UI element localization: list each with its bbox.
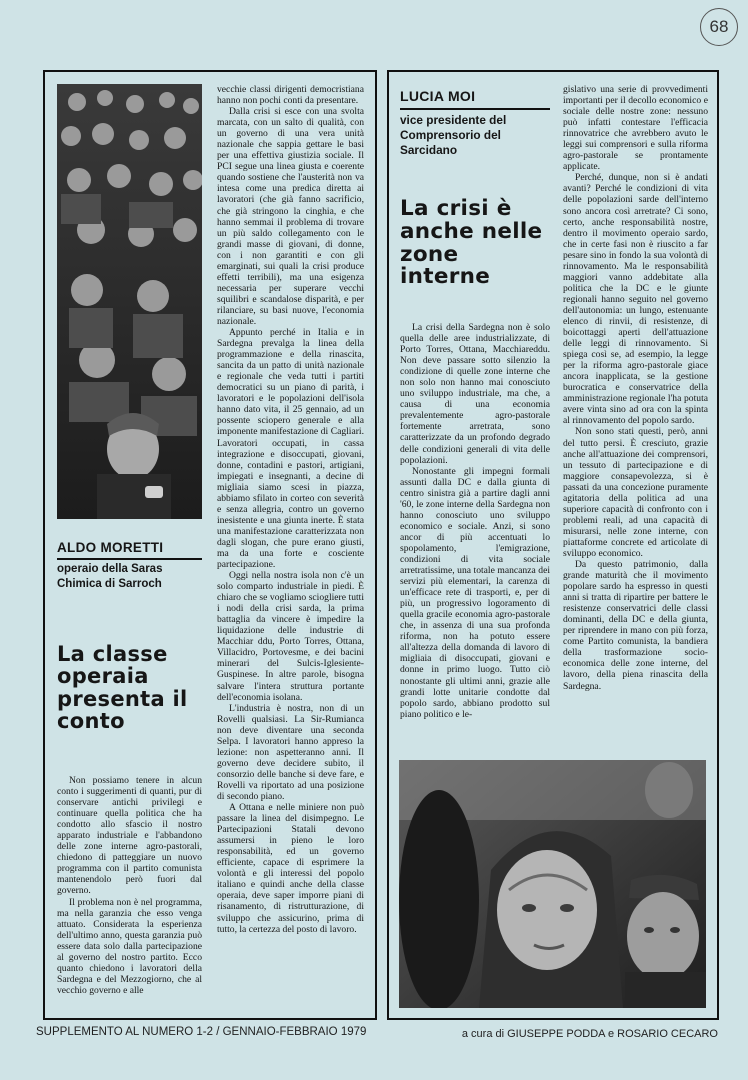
right-article-column-2 xyxy=(563,84,708,754)
left-col1-paragraph: Non possiamo tenere in alcun conto i suggerimenti di quanti, pur di conservare antichi privilegi e continuare quella politica che ha condotto allo sfascio il nostro apparato industriale e l'abbandono delle zone interne agro-pastorali, chiedono di patteggiare un nuovo programma con il partito comunista mantenendolo però fuori dal governo. xyxy=(57,775,202,897)
right-headline: La crisi è anche nelle zone interne xyxy=(400,196,543,290)
right-author-role: vice presidente del Comprensorio del Sarcidano xyxy=(400,113,507,157)
footer-credits: a cura di GIUSEPPE PODDA e ROSARIO CECARO xyxy=(461,1028,718,1040)
left-col2-paragraph: Oggi nella nostra isola non c'è un solo comparto industriale in piedi. È chiaro che se vogliamo sciogliere tutti i nodi della crisi sarda, la prima battaglia da vincere è impedire la liquidazione delle industrie di Macchiar ddu, Porto Torres, Ottana, Villacidro, Portovesme, e dei bacini minerari del Sulcis-Iglesiente-Guspinese. In altre parole, bisogna salvare l'intera struttura portante dell'economia isolana. xyxy=(217,570,364,703)
right-author-name: LUCIA MOI xyxy=(400,88,476,104)
workers-crowd-photo xyxy=(57,84,202,519)
right-col2-paragraph: gislativo una serie di provvedimenti importanti per il decollo economico e sociale delle nostre zone: nessuno può infatti contestare l'efficacia rinnovatrice che avrebbero avuto le leggi sui comprensori e sulla riforma agro-pastorale se prontamente applicate. xyxy=(563,84,708,173)
left-col2-paragraph: A Ottana e nelle miniere non può passare la linea del disimpegno. Le Partecipazioni Statali devono assumersi in pieno le loro responsabilità, ed un governo efficiente, capace di esprimere la volontà e gli interessi del popolo italiano e quindi anche della classe operaia, deve saper imporre piani di risanamento, di ristrutturazione, di sviluppo che assicurino, prima di tutto, la certezza del posto di lavoro. xyxy=(217,802,364,935)
woman-crowd-photo xyxy=(399,760,706,1008)
left-article-column-1 xyxy=(57,775,202,1009)
left-author-rule xyxy=(57,558,202,560)
right-col1-paragraph: La crisi della Sardegna non è solo quella delle aree industrializzate, di Porto Torres, Ottana, Macchiareddu. Non deve passare sotto silenzio la condizione di quelle zone interne che non solo non hanno mai conosciuto uno sviluppo industriale, ma che, a causa di una economia prevalentemente agro-pastorale fortemente arretrata, sono caratterizzate da un profondo degrado delle condizioni generali di vita delle popolazioni. xyxy=(400,322,550,466)
footer-issue-info: SUPPLEMENTO AL NUMERO 1-2 / GENNAIO-FEBBRAIO 1979 xyxy=(36,1026,367,1038)
right-col2-paragraph: Non sono stati questi, però, anni del tutto persi. È cresciuto, grazie anche all'attuazione dei comprensori, un tessuto di partecipazione e di maggiore consapevolezza, si è passati da una concezione puramente agitatoria della politica ad una superiore capacità di confronto con i problemi reali, ad una capacità di misurarsi, nelle zone interne, con piattaforme concrete ed articolate di sviluppo economico. xyxy=(563,426,708,559)
right-col2-paragraph: Da questo patrimonio, dalla grande maturità che il movimento popolare sardo ha espresso in questi anni si tratta di ripartire per battere le resistenze conservatrici delle classi dominanti, della DC e della giunta, per riprendere in mano con più forza, come Partito comunista, la bandiera della trasformazione socio-economica delle zone interne, del lavoro, della piena rinascita della Sardegna. xyxy=(563,559,708,692)
right-col2-paragraph: Perché, dunque, non si è andati avanti? Perché le condizioni di vita delle popolazioni sarde dell'interno sono ancora così arretrate? Ci sono, certo, anche responsabilità nostre, dentro il movimento operaio sardo, che in certe fasi non è riuscito a far pesare sino in fondo la sua volontà di rinnovamento. Ma le responsabilità maggiori vanno addebitate alla politica che la DC e le giunte regionali hanno seguito nel governo dell'autonomia: un lungo, estenuante elenco di rinvii, di resistenze, di boicottaggi aperti dell'attuazione delle leggi di rinnovamento. Si spiega così se, ad esempio, la legge per la riforma agro-pastorale giace ancora inapplicata, se la gestione burocratica e conservatrice della amministrazione regionale l'ha potuta avere vinta sino ad ora con la spinta al rinnovamento del popolo sardo. xyxy=(563,172,708,427)
left-author-name: ALDO MORETTI xyxy=(57,540,164,555)
left-col1-paragraph: Il problema non è nel programma, ma nella garanzia che esso venga attuato. Considerata la esperienza dell'ultimo anno, questa garanzia può essere data solo dalla partecipazione al governo del nostro partito. Ecco quanto chiedono i lavoratori della Sardegna e del Mezzogiorno, che al vecchio governo e alle xyxy=(57,896,202,996)
left-col2-paragraph: L'industria è nostra, non di un Rovelli qualsiasi. La Sir-Rumianca non deve diventare una seconda Selpa. I lavoratori hanno appreso la lezione: non aspetteranno anni. Il governo deve decidere subito, il consorzio delle banche si deve fare, e Rovelli va riportato ad una posizione di secondo piano. xyxy=(217,702,364,802)
left-col2-paragraph: Dalla crisi si esce con una svolta marcata, con un salto di qualità, con un governo di una vera unità nazionale che sappia gettare le basi per una effettiva giustizia sociale. Il PCI segue una linea giusta e coerente quando sostiene che l'austerità non va intesa come una predica diretta ai lavoratori (che già fanno sacrificio, che già stringono la cinghia, e che hanno semmai il problema di trovare un più saldo collegamento con le grandi masse di giovani, di donne, con i non garantiti e con gli emarginati, sui quali la crisi produce effetti terribili), ma una esigenza necessaria per superare vecchi squilibri e scandalose disparità, e per rilanciare, su basi nuove, l'economia nazionale. xyxy=(217,106,364,327)
right-col1-paragraph: Nonostante gli impegni formali assunti dalla DC e dalla giunta di centro sinistra già a partire dagli anni '60, le zone interne della Sardegna non hanno conosciuto uno sviluppo economico e sociale. Anzi, si sono ancor di più accentuati lo spopolamento, l'emigrazione, condizioni di vita sociale arretratissime, una totale mancanza dei servizi più elementari, la carenza di un'efficace rete di trasporti, e, per di più, un progressivo logoramento di quella gracile economia agro-pastorale che, in assenza di una sua profonda riforma, non ha potuto essere all'altezza della domanda di lavoro di migliaia di disoccupati, giovani e donne in primo luogo. Tutto ciò nonostante gli ultimi anni, grazie alle grandi lotte unitarie condotte dal popolo sardo, abbiano prodotto sul piano politico e le- xyxy=(400,465,550,720)
page-number: 68 xyxy=(700,8,738,46)
right-author-rule xyxy=(400,108,550,110)
left-author-role: operaio della Saras Chimica di Sarroch xyxy=(57,563,163,590)
right-article-column-1 xyxy=(400,322,550,754)
left-col2-paragraph: Appunto perché in Italia e in Sardegna prevalga la linea della programmazione e della rinascita, sancita da un patto di unità nazionale e regionale che veda tutti i partiti democratici su un piano di parità, i lavoratori e le popolazioni dell'isola hanno dato vita, il 25 gennaio, ad un possente sciopero generale e alla imponente manifestazione di Cagliari. Lavoratori occupati, in cassa integrazione e disoccupati, giovani, donne, contadini e pastori, artigiani, impiegati e insegnanti, a decine di migliaia siamo scesi in piazza, abbiamo sfilato in corteo con severità e senza allegria, contro un governo inesistente e una giunta inerte. È stata una manifestazione caratterizzata non dagli slogan, che pure erano giusti, ma da una forte e cosciente partecipazione. xyxy=(217,327,364,571)
left-col2-paragraph: vecchie classi dirigenti democristiana hanno non pochi conti da presentare. xyxy=(217,84,364,107)
left-article-column-2 xyxy=(217,84,364,1009)
left-headline: La classe operaia presenta il conto xyxy=(57,642,188,733)
